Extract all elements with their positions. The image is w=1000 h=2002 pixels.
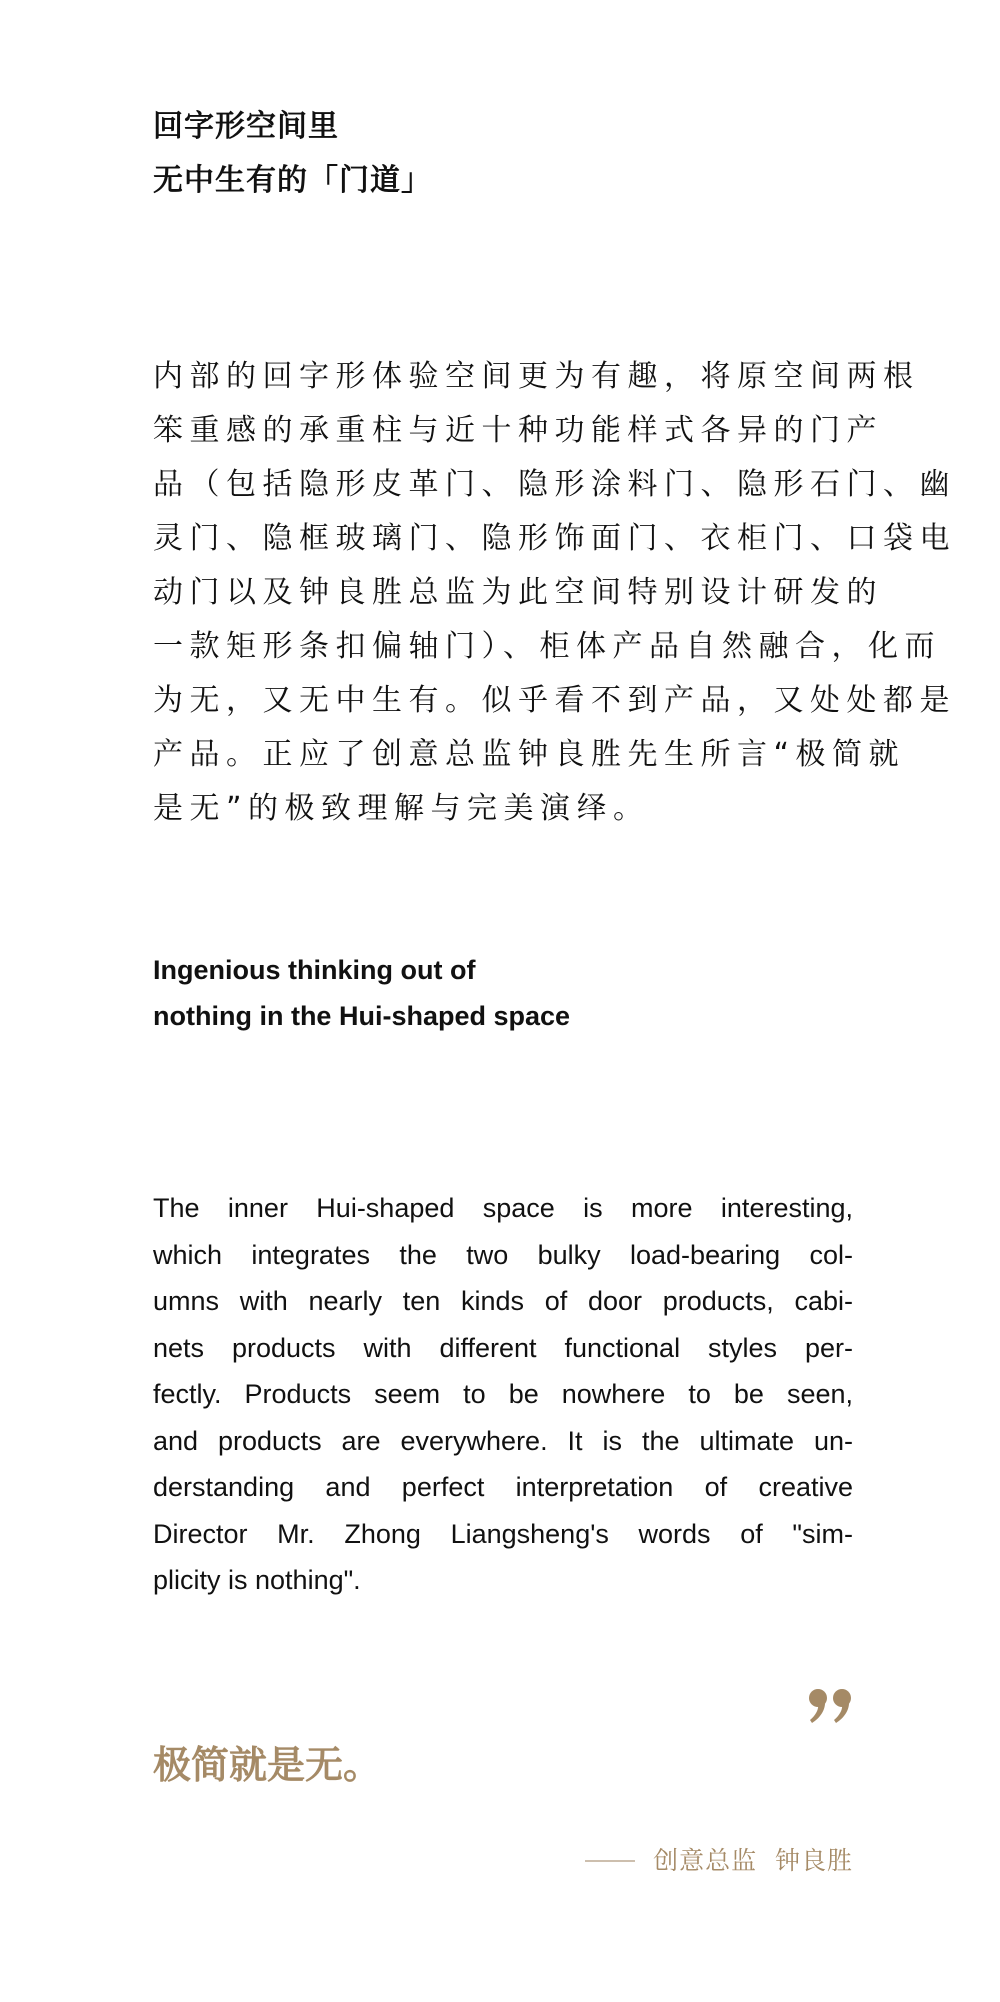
zh-paragraph-line: 笨重感的承重柱与近十种功能样式各异的门产	[153, 413, 883, 448]
quote-author: 创意总监 钟良胜	[653, 1846, 853, 1875]
en-paragraph-line: umns with nearly ten kinds of door products, cabi-	[153, 1286, 853, 1316]
zh-paragraph-line: 内部的回字形体验空间更为有趣，将原空间两根	[153, 359, 920, 394]
en-heading-line: nothing in the Hui-shaped space	[153, 1001, 571, 1031]
zh-paragraph-line: 动门以及钟良胜总监为此空间特别设计研发的	[153, 575, 883, 610]
en-paragraph	[153, 1185, 853, 1604]
attribution-dash-divider	[585, 1860, 635, 1862]
en-section-heading	[153, 947, 853, 1039]
pull-quote-text: 极简就是无。	[153, 1743, 382, 1787]
zh-paragraph-line: 为无，又无中生有。似乎看不到产品，又处处都是	[153, 683, 956, 718]
en-heading-line: Ingenious thinking out of	[153, 955, 476, 985]
en-paragraph-line: The inner Hui-shaped space is more interesting,	[153, 1193, 853, 1223]
en-paragraph-line: Director Mr. Zhong Liangsheng's words of "sim-	[153, 1518, 853, 1549]
zh-paragraph-line: 灵门、隐框玻璃门、隐形饰面门、衣柜门、口袋电	[153, 521, 956, 556]
en-paragraph-line: nets products with different functional styles per-	[153, 1332, 853, 1363]
zh-paragraph-line: 产品。正应了创意总监钟良胜先生所言“极简就	[153, 737, 906, 772]
zh-paragraph-line: 一款矩形条扣偏轴门）、柜体产品自然融合，化而	[153, 629, 941, 664]
en-paragraph-line: which integrates the two bulky load-bearing col-	[153, 1239, 853, 1270]
closing-quote-icon	[808, 1688, 854, 1724]
zh-section-heading	[153, 100, 853, 208]
zh-heading-line: 无中生有的「门道」	[153, 163, 432, 198]
en-paragraph-line: derstanding and perfect interpretation of creative	[153, 1472, 853, 1502]
quote-attribution	[585, 1843, 853, 1879]
zh-heading-line: 回字形空间里	[153, 109, 339, 144]
zh-paragraph	[153, 350, 956, 836]
zh-paragraph-line: 是无”的极致理解与完美演绎。	[153, 791, 650, 826]
en-paragraph-line: fectly. Products seem to be nowhere to be seen,	[153, 1379, 853, 1409]
en-paragraph-line: and products are everywhere. It is the ultimate un-	[153, 1425, 853, 1456]
zh-paragraph-line: 品（包括隐形皮革门、隐形涂料门、隐形石门、幽	[153, 467, 956, 502]
en-paragraph-line: plicity is nothing".	[153, 1565, 361, 1595]
